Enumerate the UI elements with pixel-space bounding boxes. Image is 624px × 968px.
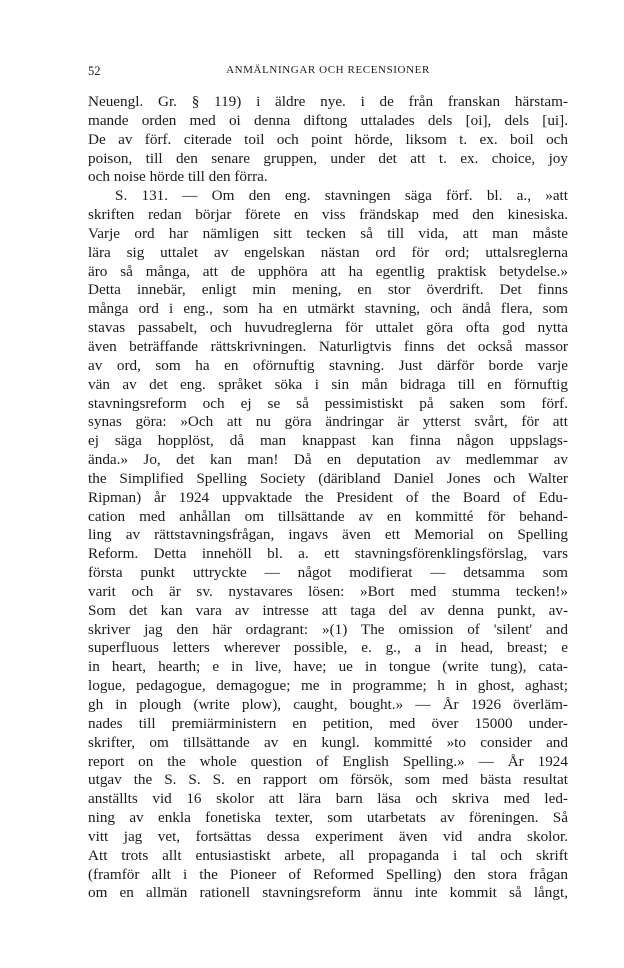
body-text bbox=[88, 93, 568, 903]
text-line: varit och är sv. nystavares lösen: »Bort med stumma tecken!» bbox=[88, 582, 568, 600]
text-line: (framför allt i the Pioneer of Reformed Spelling) den stora frågan bbox=[88, 865, 568, 883]
text-line: S. 131. — Om den eng. stavningen säga förf. bl. a., »att bbox=[115, 187, 568, 205]
text-line: ej säga hopplöst, då man knappast kan finna någon uppslags- bbox=[88, 432, 568, 450]
text-line: Reform. Detta innehöll bl. a. ett stavningsförenklingsförslag, vars bbox=[88, 545, 568, 563]
text-line: ning av enkla fonetiska texter, som utarbetats av föreningen. Så bbox=[88, 809, 568, 827]
text-line: vän av det eng. språket söka i sin mån bidraga till en förnuftig bbox=[88, 375, 568, 393]
text-line: och noise hörde till den förra. bbox=[88, 168, 268, 186]
text-line: om en allmän rationell stavningsreform ännu inte kommit så långt, bbox=[88, 884, 568, 902]
text-line: in heart, hearth; e in live, have; ue in tongue (write tung), cata- bbox=[88, 658, 568, 676]
text-line: Neuengl. Gr. § 119) i äldre nye. i de från franskan härstam- bbox=[88, 93, 568, 110]
text-line: nades till premiärministern en petition, med över 15000 under- bbox=[88, 714, 568, 732]
text-line: ända.» Jo, det kan man! Då en deputation av medlemmar av bbox=[88, 451, 568, 469]
text-line: Som det kan vara av intresse att taga del av denna punkt, av- bbox=[88, 601, 568, 619]
text-line: skriver jag den här ordagrant: »(1) The omission of 'silent' and bbox=[88, 620, 568, 638]
text-line: utgav the S. S. S. en rapport om försök, som med bästa resultat bbox=[88, 771, 568, 789]
text-line: the Simplified Spelling Society (däribland Daniel Jones och Walter bbox=[88, 469, 568, 487]
text-line: Att trots allt entusiastiskt arbete, all propaganda i tal och skrift bbox=[88, 846, 568, 864]
text-line: logue, pedagogue, demagogue; me in programme; h in ghost, aghast; bbox=[88, 677, 568, 695]
text-line: lära sig uttalet av engelskan nästan ord för ord; uttalsreglerna bbox=[88, 243, 568, 261]
text-line: ling av rättstavningsfrågan, ingavs även ett Memorial on Spelling bbox=[88, 526, 568, 544]
text-line: cation med anhållan om tillsättande av en kommitté för behand- bbox=[88, 507, 568, 525]
text-line: stavningsreform och ej se så pessimistiskt på saken som förf. bbox=[88, 394, 568, 412]
text-line: poison, till den senare gruppen, under det att t. ex. choice, joy bbox=[88, 149, 568, 167]
text-line: även beträffande rättskrivningen. Naturligtvis finns det också massor bbox=[88, 337, 568, 355]
page-number: 52 bbox=[88, 64, 101, 78]
text-line: superfluous letters wherever possible, e. g., a in head, breast; e bbox=[88, 639, 568, 657]
text-line: gh in plough (write plow), caught, bought.» — År 1926 överläm- bbox=[88, 696, 568, 713]
text-line: Ripman) år 1924 uppvaktade the President of the Board of Edu- bbox=[88, 488, 568, 506]
text-line: anställts vid 16 skolor att lära barn läsa och skriva med led- bbox=[88, 790, 568, 808]
text-line: mande orden med oi denna diftong uttalades dels [oi], dels [ui]. bbox=[88, 111, 568, 129]
text-line: skrifter, om tillsättande av en kungl. kommitté »to consider and bbox=[88, 733, 568, 751]
text-line: äro så många, att de upphöra att ha egentlig praktisk betydelse.» bbox=[88, 262, 568, 280]
text-line: stavas passabelt, och huvudreglerna för uttalet göra ofta god nytta bbox=[88, 319, 568, 337]
text-line: synas göra: »Och att nu göra ändringar är ytterst svårt, för att bbox=[88, 413, 568, 431]
text-line: De av förf. citerade toil och point hörde, liksom t. ex. boil och bbox=[88, 130, 568, 148]
text-line: Detta innebär, enligt min mening, en stor överdrift. Det finns bbox=[88, 281, 568, 299]
text-line: första punkt uttryckte — något modifierat — detsamma som bbox=[88, 564, 568, 582]
text-line: vitt jag vet, fortsättas dessa experiment även vid andra skolor. bbox=[88, 827, 568, 845]
text-line: av ord, som ha en oförnuftig stavning. Just därför borde varje bbox=[88, 356, 568, 374]
text-line: skriften redan börjar förete en viss frändskap med den kinesiska. bbox=[88, 206, 568, 224]
text-line: många ord i eng., som ha en utmärkt stavning, och ändå flera, som bbox=[88, 300, 568, 318]
text-line: Varje ord har nämligen sitt tecken så till vida, att man måste bbox=[88, 224, 568, 242]
text-line: report on the whole question of English Spelling.» — År 1924 bbox=[88, 752, 568, 770]
running-head bbox=[88, 64, 568, 80]
running-head-title: ANMÄLNINGAR OCH RECENSIONER bbox=[226, 64, 430, 76]
